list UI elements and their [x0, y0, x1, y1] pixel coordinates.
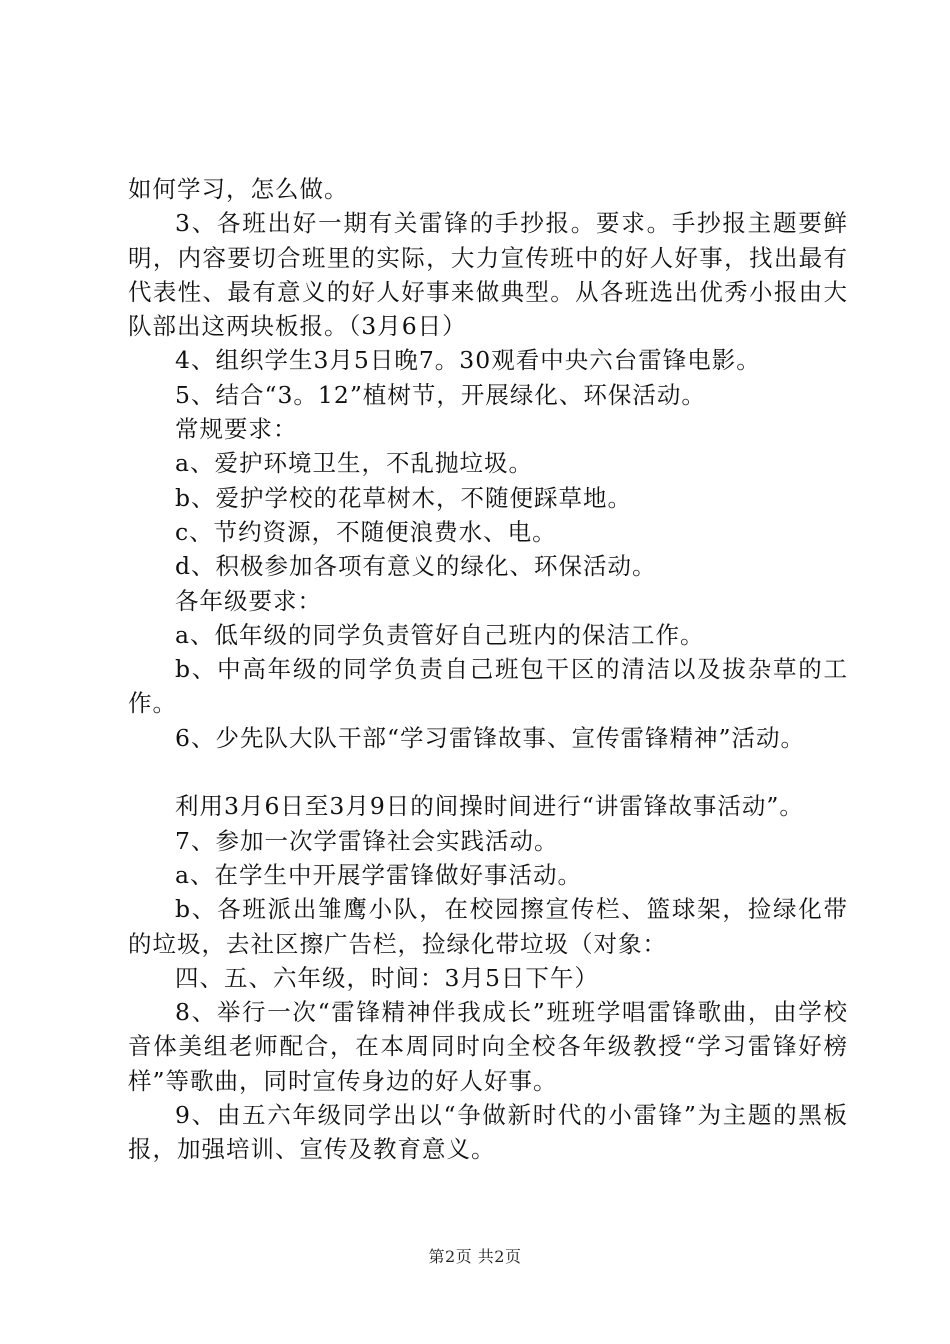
- body-paragraph: a、在学生中开展学雷锋做好事活动。: [175, 860, 583, 889]
- body-paragraph: 9、由五六年级同学出以“争做新时代的小雷锋”为主题的黑板报，加强培训、宣传及教育意义。: [128, 1101, 848, 1164]
- body-paragraph: b、各班派出雏鹰小队，在校园擦宣传栏、篮球架，捡绿化带的垃圾，去社区擦广告栏，捡绿化带垃圾（对象：: [128, 895, 848, 958]
- body-paragraph: c、节约资源，不随便浪费水、电。: [175, 517, 557, 546]
- body-paragraph: d、积极参加各项有意义的绿化、环保活动。: [175, 552, 657, 581]
- body-paragraph: b、爱护学校的花草树木，不随便踩草地。: [175, 483, 633, 512]
- body-paragraph: 5、结合“3。12”植树节，开展绿化、环保活动。: [175, 380, 706, 409]
- body-paragraph: b、中高年级的同学负责自己班包干区的清洁以及拔杂草的工作。: [128, 655, 848, 718]
- body-paragraph: 4、组织学生3月5日晚7。30观看中央六台雷锋电影。: [175, 346, 761, 375]
- body-paragraph: 7、参加一次学雷锋社会实践活动。: [175, 826, 559, 855]
- body-paragraph: 利用3月6日至3月9日的间操时间进行“讲雷锋故事活动”。: [175, 792, 804, 821]
- paragraph-spacer: [128, 755, 848, 789]
- body-paragraph: 3、各班出好一期有关雷锋的手抄报。要求。手抄报主题要鲜明，内容要切合班里的实际，大力宣传班中的好人好事，找出最有代表性、最有意义的好人好事来做典型。从各班选出优秀小报由大队部出这两块板报。（3月6日）: [128, 209, 848, 341]
- body-paragraph: a、爱护环境卫生，不乱抛垃圾。: [175, 449, 534, 478]
- body-paragraph: 6、少先队大队干部“学习雷锋故事、宣传雷锋精神”活动。: [175, 723, 805, 752]
- body-paragraph: 常规要求：: [175, 415, 298, 444]
- body-paragraph: 8、举行一次“雷锋精神伴我成长”班班学唱雷锋歌曲，由学校音体美组老师配合，在本周同时向全校各年级教授“学习雷锋好榜样”等歌曲，同时宣传身边的好人好事。: [128, 998, 848, 1095]
- page-footer: 第2页 共2页: [428, 1247, 522, 1266]
- body-paragraph: a、低年级的同学负责管好自己班内的保洁工作。: [175, 620, 705, 649]
- body-paragraph: 如何学习，怎么做。: [128, 175, 349, 203]
- body-paragraph: 各年级要求：: [175, 586, 322, 615]
- body-paragraph: 四、五、六年级，时间：3月5日下午）: [175, 963, 599, 992]
- document-body: [128, 172, 848, 1167]
